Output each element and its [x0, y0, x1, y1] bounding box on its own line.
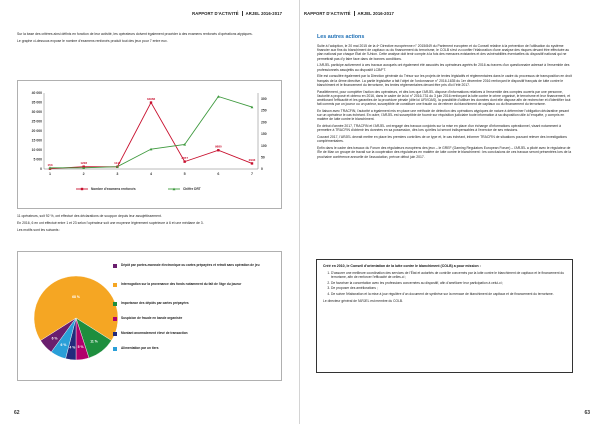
- after-chart-p1: 11 opérateurs, soit 92 %, ont effectué des déclarations de soupçon depuis leur assujettissement.: [17, 214, 162, 218]
- body-p6: En début d'année 2017, TRACFIN et l'ARJEL ont engagé des travaux conjoints sur la mise en place d'un échange d'informations opérationnel, visant notamment à permettre à TRACFIN d'obtenir les données en sa possession, dès lors qu'elles lui seront indispensables à l'exercice de ses missions.: [317, 124, 562, 133]
- x-tick-label: 3: [116, 172, 119, 176]
- pie-legend-item: [113, 317, 182, 321]
- box-item-1: 1. D'assurer une meilleure coordination des services de l'État et autorités de contrôle concernés par la lutte contre le blanchiment de capitaux et le financement du terrorisme, afin de renforcer l'efficacité de celles-ci ;: [331, 271, 566, 279]
- y-right-tick-label: 0: [261, 167, 263, 172]
- pie-legend-label: Importance des dépôts par cartes prépayées: [121, 301, 189, 306]
- section-title: Les autres actions: [317, 34, 365, 40]
- body-p4: Parallèlement, pour compléter l'action des opérateurs, et dès lors que l'ARJEL dispose d'informations relatives à l'ensemble des comptes ouverts par une personne, l'autorité a proposé et obtenu en 2016, dans le cadre de la loi n° 2016-731 du 3 juin 2016 renforçant la lutte contre le crime organisé, le terrorisme et leur financement, et améliorant l'efficacité et les garanties de la procédure pénale (dite loi URVOAS), la possibilité d'utiliser les données dont elle dispose afin de rechercher et d'identifier tout fait commis par un joueur ou un parieur, susceptible de constituer une fraude ou de relever du blanchiment de capitaux ou du financement du terrorisme.: [317, 89, 571, 107]
- running-head-year: ARJEL 2016-2017: [242, 11, 282, 16]
- data-label: 2933: [248, 157, 256, 162]
- x-tick-label: 7: [251, 172, 253, 176]
- pie-legend-label: Alimentation par un tiers: [121, 346, 159, 351]
- left-intro: [17, 32, 272, 46]
- data-label: 1147: [114, 161, 121, 166]
- y-right-tick-label: 300: [261, 97, 267, 102]
- right-body: [317, 44, 572, 161]
- y-left-tick-label: 40 000: [31, 91, 42, 96]
- pie-slice-label: 68 %: [72, 295, 80, 300]
- x-tick-label: 5: [183, 172, 186, 176]
- pie-legend-swatch: [113, 317, 117, 321]
- body-p7: Courant 2017, l'ARJEL devrait mettre en place les premiers contrôles de ce type et, le cas échéant, informer TRACFIN de situations pouvant relever des investigations complémentaires.: [317, 135, 567, 144]
- exam-point: [251, 162, 253, 164]
- y-left-tick-label: 10 000: [31, 148, 42, 153]
- data-label: 153: [47, 163, 53, 168]
- line-chart-axes: [32, 91, 267, 176]
- pie-legend-item: [113, 283, 241, 287]
- y-left-tick-label: 35 000: [31, 100, 42, 105]
- pie-legend-item: [113, 347, 159, 351]
- y-left-tick-label: 5 000: [33, 157, 42, 162]
- x-tick-label: 4: [150, 172, 152, 176]
- running-head-report: RAPPORT D'ACTIVITÉ: [192, 10, 239, 16]
- box-item-3: 3. De proposer des améliorations ;: [331, 286, 566, 290]
- pie-legend-swatch: [113, 302, 117, 306]
- running-head-year: ARJEL 2016-2017: [354, 11, 394, 16]
- pie-legend-label: Interrogation sur la provenance des fonds notamment du fait de l'âge du joueur: [121, 282, 242, 287]
- y-right-tick-label: 100: [261, 143, 267, 148]
- legend-marker-1: [81, 188, 83, 190]
- x-tick-label: 1: [49, 172, 51, 176]
- pie-legend-item: [113, 302, 189, 306]
- y-left-tick-label: 25 000: [31, 119, 42, 124]
- y-right-tick-label: 200: [261, 120, 267, 125]
- pie-slices: [34, 276, 118, 360]
- pie-slice-label: 6 %: [51, 336, 58, 341]
- body-p1: Suite à l'adoption, le 20 mai 2015 de la 4ᵉ Directive européenne n° 2015/849 du Parlement européen et du Conseil relative à la prévention de l'utilisation du système financier aux fins du blanchiment de capitaux ou du financement du terrorisme, le COLB s'est vu confier l'élaboration d'une analyse des risques devant être effectuée au plan national par chaque État de l'Union. Cette analyse doit tenir compte à la fois des menaces existantes et des vulnérabilités éventuelles du dispositif national qui ne permettrait pas d'y faire face dans de bonnes conditions.: [317, 44, 570, 61]
- pie-legend-swatch: [113, 264, 117, 268]
- page-number-left: 62: [14, 410, 20, 416]
- running-head-left: [192, 9, 282, 17]
- data-label: 34966: [146, 96, 156, 101]
- y-left-tick-label: 0: [40, 167, 42, 172]
- legend-label-1: Nombre d'examens renforcés: [91, 187, 136, 192]
- pie-legend-label: Montant anormalement élevé de transaction: [121, 331, 188, 336]
- pie-legend-label: Dépôt par portes-monnaie électronique ou cartes prépayées et retrait sans opération de jeu: [121, 263, 260, 268]
- box-title: Créé en 2010, le Conseil d'orientation de la lutte contre le blanchiment (COLB) a pour mission :: [323, 264, 481, 268]
- y-left-tick-label: 20 000: [31, 129, 42, 134]
- y-left-tick-label: 30 000: [31, 110, 42, 115]
- intro-paragraph: Sur la base des critères ainsi définis en fonction de leur activité, les opérateurs doivent également procéder à des examens renforcés d'opérations atypiques.: [17, 32, 253, 36]
- box-footer: Le directeur général de l'ARJEL est membre du COLB.: [323, 299, 404, 304]
- exams-line-chart: [17, 80, 282, 209]
- left-after-chart: [17, 214, 272, 234]
- right-page: [300, 0, 600, 424]
- pie-legend-item: [113, 332, 188, 336]
- body-p2: L'ARJEL participe activement à ces travaux auxquels ont également été associés les opérateurs agréés fin 2016 au travers d'un questionnaire adressé à l'ensemble des professionnels assujettis au dispositif LCB/FT.: [317, 63, 570, 72]
- pie-legend-swatch: [113, 347, 117, 351]
- pie-legend-label: Suspicion de fraude en bande organisée: [121, 316, 183, 321]
- pie-slice-label: 5 %: [77, 345, 84, 350]
- y-right-tick-label: 150: [261, 132, 267, 137]
- data-label: 1228: [80, 161, 88, 166]
- exam-point: [217, 149, 219, 151]
- after-chart-p2: En 2016, 6 en ont effectué entre 1 et 23 selon l'opérateur soit une moyenne légèrement supérieure à 6 et une médiane de 3.: [17, 220, 204, 225]
- exam-point: [150, 101, 152, 103]
- page-number-right: 63: [584, 410, 590, 416]
- colb-mission-box: [316, 259, 573, 373]
- series-line-1: [50, 103, 252, 169]
- pie-legend-swatch: [113, 283, 117, 287]
- pie-legend-item: [113, 264, 260, 268]
- series-line-2: [50, 97, 252, 168]
- data-label: 9880: [214, 144, 222, 149]
- running-head-right: [304, 9, 394, 17]
- pie-slice-label: 6 %: [60, 342, 67, 347]
- line-chart-series: [50, 97, 252, 169]
- line-chart-legend: [76, 187, 201, 191]
- x-tick-label: 2: [82, 172, 85, 176]
- y-right-tick-label: 50: [261, 155, 265, 160]
- box-item-4: 4. De suivre l'élaboration et la mise à jour régulière d'un document de synthèse sur la menace de blanchiment de capitaux et de financement du terrorisme.: [331, 292, 566, 296]
- y-left-tick-label: 15 000: [31, 138, 42, 143]
- running-head-report: RAPPORT D'ACTIVITÉ: [304, 10, 351, 16]
- line-chart-marks: [47, 95, 255, 170]
- body-p3: Elle est consultée également par la Direction générale du Trésor sur les projets de textes législatifs et réglementaires dans le cadre du processus de transposition en droit français de la 4ème directive. La partie législative a fait l'objet de l'ordonnance n° 2016-1635 du 1er décembre 2016 renforçant le dispositif français de lutte contre le blanchiment et le financement du terrorisme, les textes réglementaires devant être pris d'ici l'été 2017.: [317, 74, 572, 87]
- exam-point: [183, 160, 185, 162]
- x-tick-label: 6: [217, 172, 220, 176]
- legend-label-2: Chiffre DRT: [183, 187, 201, 192]
- data-label: 3877: [181, 156, 189, 161]
- pie-slice-label: 4 %: [69, 345, 76, 350]
- pie-legend-swatch: [113, 332, 117, 336]
- chart-intro-paragraph: Le graphe ci-dessous expose le nombre d'examens renforcés produit tout des jeux pour 7 entre eux.: [17, 38, 168, 43]
- box-list: [317, 271, 572, 296]
- after-chart-p3: Les motifs sont les suivants :: [17, 227, 61, 232]
- body-p8: Enfin dans le cadre des travaux du Forum des régulateurs européens des jeux – le GREF (Gaming Regulators European Forum) – l'ARJEL a piloté avec le régulateur de l'Île de Man un groupe de travail sur la coopération des régulateurs en matière de lutte contre le blanchiment : les conclusions de ces travaux seront présentées lors de la prochaine conférence annuelle de l'association, prévue début juin 2017.: [317, 146, 572, 159]
- box-item-2: 2. De favoriser la concertation avec les professions concernées au dispositif, afin d'améliorer leur participation à celui-ci ;: [331, 281, 566, 285]
- body-p5: En liaison avec TRACFIN, l'autorité a également mis en place une méthode de détection des opérations atypiques de nature à déterminer l'obligation déclarative pesant sur un opérateur le cas échéant. En outre, l'ARJEL est susceptible de fournir sur réquisition judiciaire toute information à sa disposition utile à l'enquête, y compris en matière de lutte contre le blanchiment.: [317, 109, 569, 122]
- pie-slice-label: 11 %: [90, 339, 98, 344]
- y-right-tick-label: 250: [261, 108, 267, 113]
